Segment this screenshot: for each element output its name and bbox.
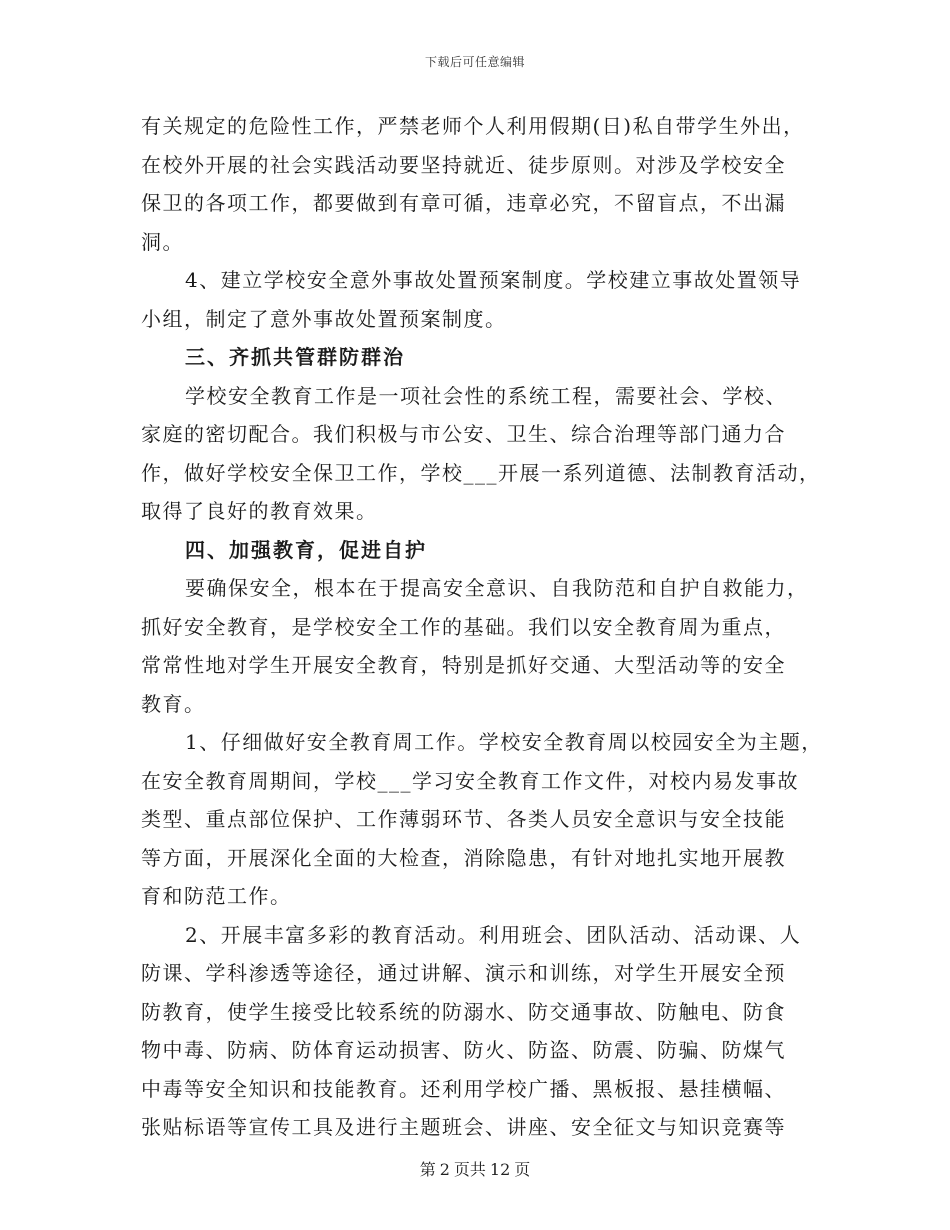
- footer-suffix: 页: [514, 1160, 531, 1179]
- current-page-number: 2: [439, 1160, 450, 1179]
- paragraph-line: 防课、学科渗透等途径，通过讲解、演示和训练，对学生开展安全预: [141, 961, 786, 985]
- paragraph-line: 在校外开展的社会实践活动要坚持就近、徒步原则。对涉及学校安全: [141, 152, 786, 177]
- section-heading: 四、加强教育，促进自护: [185, 537, 427, 562]
- paragraph-line: 教育。: [141, 691, 206, 716]
- paragraph-line: 保卫的各项工作，都要做到有章可循，违章必究，不留盲点，不出漏: [141, 191, 786, 215]
- paragraph-line: 在安全教育周期间，学校___学习安全教育工作文件，对校内易发事故: [141, 768, 799, 793]
- document-body: [141, 107, 821, 1147]
- paragraph-line: 张贴标语等宣传工具及进行主题班会、讲座、安全征文与知识竞赛等: [141, 1115, 786, 1139]
- paragraph-line: 小组，制定了意外事故处置预案制度。: [141, 306, 507, 331]
- paragraph-line: 4、建立学校安全意外事故处置预案制度。学校建立事故处置领导: [185, 268, 802, 292]
- footer-prefix: 第: [419, 1160, 436, 1179]
- footer-middle: 页共: [453, 1160, 486, 1179]
- paragraph-line: 类型、重点部位保护、工作薄弱环节、各类人员安全意识与安全技能: [141, 807, 786, 831]
- paragraph-line: 2、开展丰富多彩的教育活动。利用班会、团队活动、活动课、人: [185, 922, 802, 947]
- paragraph-line: 作，做好学校安全保卫工作，学校___开展一系列道德、法制教育活动，: [141, 460, 821, 485]
- paragraph-line: 1、仔细做好安全教育周工作。学校安全教育周以校园安全为主题，: [185, 730, 823, 754]
- paragraph-line: 洞。: [141, 229, 184, 254]
- paragraph-line: 育和防范工作。: [141, 884, 292, 908]
- paragraph-line: 等方面，开展深化全面的大检查，消除隐患，有针对地扎实地开展教: [141, 845, 786, 870]
- paragraph-line: 要确保安全，根本在于提高安全意识、自我防范和自护自救能力，: [185, 576, 809, 600]
- paragraph-line: 防教育，使学生接受比较系统的防溺水、防交通事故、防触电、防食: [141, 999, 786, 1024]
- paragraph-line: 物中毒、防病、防体育运动损害、防火、防盗、防震、防骗、防煤气: [141, 1038, 786, 1062]
- paragraph-line: 取得了良好的教育效果。: [141, 499, 378, 523]
- paragraph-line: 抓好安全教育，是学校安全工作的基础。我们以安全教育周为重点，: [141, 614, 786, 639]
- paragraph-line: 家庭的密切配合。我们积极与市公安、卫生、综合治理等部门通力合: [141, 422, 786, 446]
- paragraph-line: 常常性地对学生开展安全教育，特别是抓好交通、大型活动等的安全: [141, 653, 786, 677]
- paragraph-line: 中毒等安全知识和技能教育。还利用学校广播、黑板报、悬挂横幅、: [141, 1076, 786, 1101]
- paragraph-line: 有关规定的危险性工作，严禁老师个人利用假期(日)私自带学生外出，: [141, 114, 805, 138]
- page-footer: [0, 1157, 950, 1180]
- paragraph-line: 学校安全教育工作是一项社会性的系统工程，需要社会、学校、: [185, 383, 787, 408]
- page-header: 下载后可任意编辑: [424, 55, 525, 69]
- section-heading: 三、齐抓共管群防群治: [185, 345, 405, 369]
- total-pages-number: 12: [489, 1160, 511, 1179]
